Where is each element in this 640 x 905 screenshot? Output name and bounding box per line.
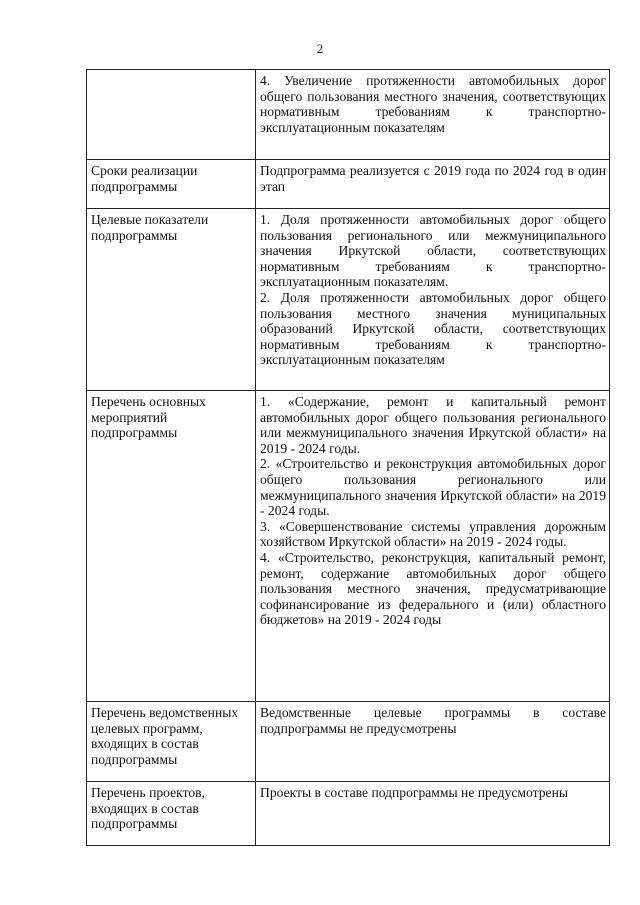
- table-row: [87, 160, 610, 209]
- row-label: [87, 70, 256, 160]
- row-label: [87, 702, 256, 782]
- paragraph: 4. «Строительство, реконструкция, капитальный ремонт, ремонт, содержание автомобильных дорог общего пользования местного значения, предусматривающие софинансирование из федерального и (или) областного бюджетов» на 2019 - 2024 годы: [260, 549, 606, 628]
- row-label-text: Сроки реализации подпрограммы: [91, 163, 198, 194]
- paragraph: 2. «Строительство и реконструкция автомобильных дорог общего пользования регионального или межмуниципального значения Иркутской области» на 2019 - 2024 годы.: [260, 456, 606, 519]
- row-label-text: Перечень ведомственных целевых программ, входящих в состав подпрограммы: [91, 705, 239, 767]
- table-row: [87, 70, 610, 160]
- paragraph: Подпрограмма реализуется с 2019 года по 2024 год в один этап: [260, 163, 606, 194]
- row-label-text: Перечень основных мероприятий подпрограммы: [91, 394, 206, 441]
- row-value: [256, 702, 610, 782]
- row-label: [87, 160, 256, 209]
- paragraph: 1. Доля протяженности автомобильных дорог общего пользования регионального или межмуниципального значения Иркутской области, соответствующих нормативным требованиям к транспортно-эксплуатационным показателям.: [260, 212, 606, 290]
- subprogram-passport-table: [86, 69, 610, 846]
- row-label: [87, 782, 256, 846]
- table-row: [87, 391, 610, 702]
- paragraph: Ведомственные целевые программы в составе подпрограммы не предусмотрены: [260, 705, 606, 736]
- page-number: 2: [316, 41, 324, 56]
- paragraph: 4. Увеличение протяженности автомобильных дорог общего пользования местного значения, соответствующих нормативным требованиям к транспортно-эксплуатационным показателям: [260, 73, 606, 135]
- row-value: [256, 782, 610, 846]
- table-row: [87, 782, 610, 846]
- row-label: [87, 209, 256, 391]
- paragraph: 2. Доля протяженности автомобильных дорог общего пользования местного значения муниципальных образований Иркутской области, соответствующих нормативным требованиям к транспортно-эксплуатационным показателям: [260, 289, 606, 368]
- row-value: [256, 70, 610, 160]
- row-value: [256, 160, 610, 209]
- table-row: [87, 702, 610, 782]
- row-value: [256, 391, 610, 702]
- row-label: [87, 391, 256, 702]
- row-label-text: Целевые показатели подпрограммы: [91, 212, 209, 243]
- paragraph: 1. «Содержание, ремонт и капитальный ремонт автомобильных дорог общего пользования регионального или межмуниципального значения Иркутской области» на 2019 - 2024 годы.: [260, 394, 606, 456]
- row-label-text: Перечень проектов, входящих в состав подпрограммы: [91, 785, 205, 832]
- paragraph: 3. «Совершенствование системы управления дорожным хозяйством Иркутской области» на 2019 - 2024 годы.: [260, 518, 606, 550]
- row-value: [256, 209, 610, 391]
- paragraph: Проекты в составе подпрограммы не предусмотрены: [260, 785, 568, 800]
- table-row: [87, 209, 610, 391]
